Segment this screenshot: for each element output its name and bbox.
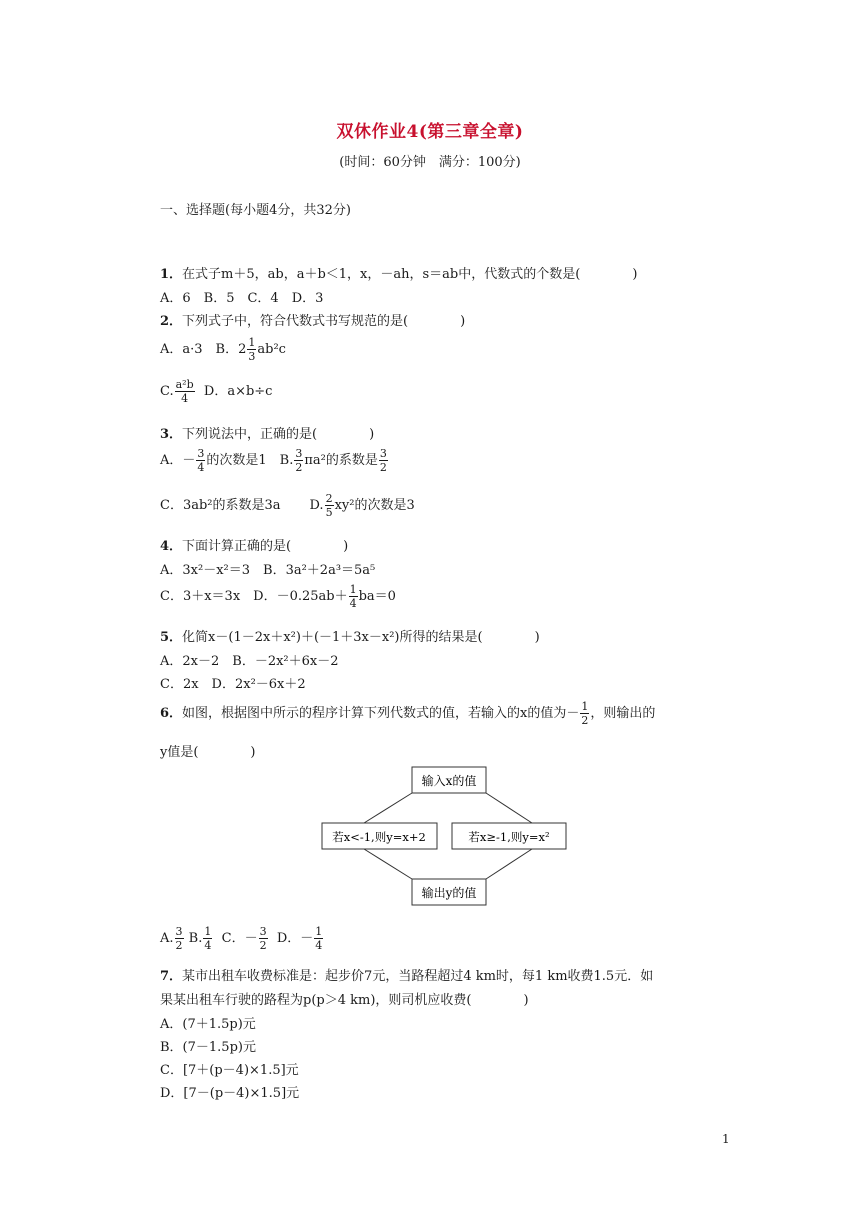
question-2: [160, 310, 465, 329]
fraction: $\frac{1}{4}$: [315, 925, 323, 952]
option-a-label: A．－: [160, 453, 196, 468]
arrow-left-down: [364, 793, 412, 823]
option-b-label: B.: [188, 931, 203, 946]
fraction: $\frac{1}{2}$: [581, 700, 589, 727]
option-a-text: 的次数是1 B.: [206, 453, 294, 468]
question-2-options-ab: [160, 336, 286, 363]
option-d: D．a×b÷c: [203, 384, 273, 399]
fraction: $\frac{3}{2}$: [259, 925, 267, 952]
fraction: $\frac{1}{4}$: [349, 583, 357, 610]
question-1: [160, 263, 637, 282]
fraction: $\frac{3}{2}$: [295, 447, 303, 474]
option-d-label: D．－: [276, 931, 314, 946]
question-3-options-ab: [160, 447, 389, 474]
question-4: [160, 535, 348, 554]
option-d-text: xy²的次数是3: [334, 498, 415, 513]
question-number: 2．: [160, 314, 183, 329]
option-c: C．3ab²的系数是3a: [160, 498, 281, 513]
question-3-options-cd: [160, 492, 415, 519]
option-b-rest: ab²c: [257, 342, 286, 357]
option-d-label: D.: [309, 498, 324, 513]
option-c-label: C.: [160, 384, 174, 399]
question-5: [160, 626, 540, 645]
output-box-label: 输出y的值: [421, 886, 477, 900]
question-6-options: [160, 925, 324, 952]
fraction: $\frac{3}{2}$: [175, 925, 183, 952]
left-condition-label: 若x<-1,则y=x+2: [332, 830, 426, 844]
question-text: 下列说法中，正确的是( ): [182, 427, 375, 442]
option-c-label: C．－: [221, 931, 258, 946]
question-number: 5．: [160, 630, 183, 645]
question-4-options-ab: A．3x²－x²＝3 B．3a²＋2a³＝5a⁵: [160, 563, 376, 578]
arrow-right-join: [486, 849, 532, 879]
option-b-text: πa²的系数是: [304, 453, 378, 468]
question-number: 4．: [160, 539, 183, 554]
input-box-label: 输入x的值: [421, 774, 477, 788]
question-3: [160, 423, 374, 442]
question-1-options: A．6 B．5 C．4 D．3: [160, 291, 324, 306]
fraction: $\frac{1}{3}$: [248, 336, 256, 363]
question-6: [160, 700, 655, 727]
question-7-option-b: B．(7－1.5p)元: [160, 1040, 256, 1055]
arrow-left-join: [364, 849, 412, 879]
section-heading: 一、选择题(每小题4分，共32分): [160, 203, 351, 218]
question-number: 6．: [160, 706, 183, 721]
question-text: 下列式子中，符合代数式书写规范的是( ): [182, 314, 466, 329]
question-number: 7．: [160, 969, 183, 984]
fraction: $\frac{3}{2}$: [379, 447, 387, 474]
question-6-line2: y值是( ): [160, 745, 256, 760]
question-number: 3．: [160, 427, 183, 442]
fraction: $\frac{3}{4}$: [197, 447, 205, 474]
fraction: $\frac{1}{4}$: [204, 925, 212, 952]
question-4-options-cd: [160, 583, 396, 610]
fraction: $\frac{2}{5}$: [325, 492, 333, 519]
question-7: [160, 965, 653, 984]
question-text: 化简x－(1－2x＋x²)＋(－1＋3x－x²)所得的结果是( ): [182, 630, 540, 645]
program-flowchart: [318, 764, 570, 908]
question-2-options-cd: [160, 378, 272, 405]
fraction: $\frac{\text{a²b}}{4}$: [175, 378, 194, 405]
page-title: 双休作业4(第三章全章): [336, 122, 524, 142]
question-7-option-a: A．(7＋1.5p)元: [160, 1017, 256, 1032]
question-text: 如图，根据图中所示的程序计算下列代数式的值，若输入的x的值为－: [182, 706, 580, 721]
page-number: 1: [722, 1132, 730, 1146]
question-text: 某市出租车收费标准是：起步价7元，当路程超过4 km时，每1 km收费1.5元．如: [182, 969, 654, 984]
question-7-option-d: D．[7－(p－4)×1.5]元: [160, 1086, 300, 1101]
page-subtitle: (时间：60分钟 满分：100分): [339, 155, 521, 170]
option-a-label: A.: [160, 931, 174, 946]
option-a-b: A．a·3 B．2: [160, 342, 247, 357]
right-condition-label: 若x≥-1,则y=x²: [468, 830, 550, 844]
question-7-line2: 果某出租车行驶的路程为p(p＞4 km)，则司机应收费( ): [160, 993, 529, 1008]
question-text: 下面计算正确的是( ): [182, 539, 349, 554]
option-d-rest: ba＝0: [358, 589, 396, 604]
question-number: 1．: [160, 267, 183, 282]
question-text: 在式子m＋5，ab，a＋b＜1，x，－ah，s＝ab中，代数式的个数是( ): [182, 267, 638, 282]
question-7-option-c: C．[7＋(p－4)×1.5]元: [160, 1063, 299, 1078]
question-text-end: ，则输出的: [590, 706, 656, 721]
question-5-options-cd: C．2x D．2x²－6x＋2: [160, 677, 306, 692]
arrow-right-down: [486, 793, 532, 823]
option-cd-text: C．3＋x＝3x D．－0.25ab＋: [160, 589, 348, 604]
question-5-options-ab: A．2x－2 B．－2x²＋6x－2: [160, 654, 339, 669]
